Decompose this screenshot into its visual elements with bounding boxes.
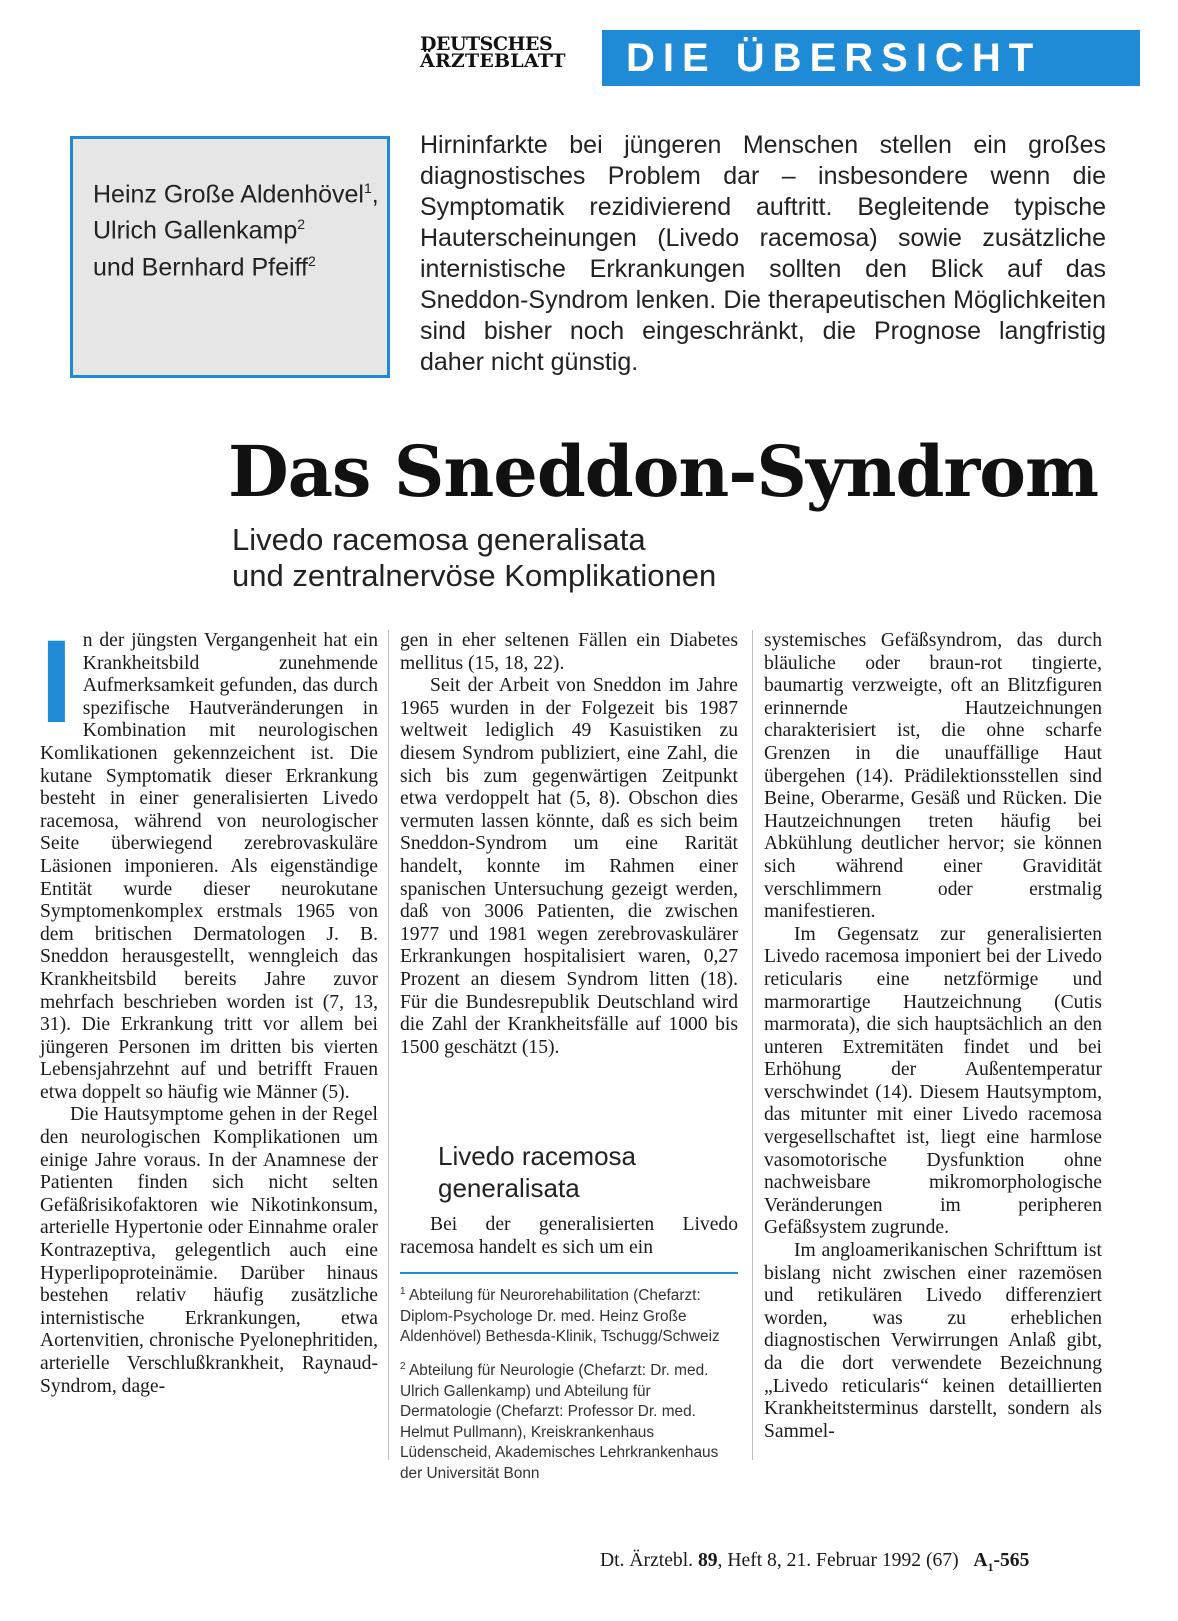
text-column-3 [764, 630, 1102, 1443]
author-1 [93, 173, 379, 209]
section-banner: DIE ÜBERSICHT [602, 30, 1140, 86]
section-heading-line1: Livedo racemosa [438, 1141, 636, 1171]
author-footnote-mark: 1 [363, 180, 372, 196]
footnote [400, 1282, 740, 1347]
page-number [973, 1550, 1030, 1574]
section-heading [438, 1140, 738, 1204]
subtitle-line1: Livedo racemosa generalisata [232, 522, 646, 557]
journal-logo [420, 33, 566, 72]
paragraph: systemisches Gefäßsyndrom, das durch bläuliche oder braun-rot tingierte, baumartig verzweigte, oft an Blitzfiguren erinnernde Hautzeichnungen charakterisiert ist, die ohne scharfe Grenzen in die unauffällige Haut übergehen (14). Prädilektionsstellen sind Beine, Oberarme, Gesäß und Rücken. Die Hautzeichnungen treten häufig bei Abkühlung deutlicher hervor; sie können sich während einer Gravidität verschlimmern oder erstmalig manifestieren. [764, 630, 1102, 923]
paragraph: Seit der Arbeit von Sneddon im Jahre 1965 wurden in der Folgezeit bis 1987 weltweit lediglich 49 Kasuistiken zu diesem Syndrom publiziert, eine Zahl, die sich bis zum gegenwärtigen Zeitpunkt etwa verdoppelt hat (5, 8). Obschon dies vermuten lassen könnte, daß es sich beim Sneddon-Syndrom um eine Rarität handelt, konnte im Rahmen einer spanischen Untersuchung gezeigt werden, daß von 3006 Patienten, die zwischen 1977 und 1981 wegen zerebrovaskulärer Erkrankungen hospitalisiert waren, 0,27 Prozent an diesem Syndrom litten (18). Für die Bundesrepublik Deutschland wird die Zahl der Krankheitsfälle auf 1000 bis 1500 geschätzt (15). [400, 675, 738, 1058]
masthead [420, 30, 1140, 88]
article-subtitle [232, 522, 932, 594]
page-subscript: 1 [987, 1559, 994, 1574]
text-column-1 [40, 616, 378, 1398]
author-box [70, 136, 390, 378]
teaser-abstract: Hirninfarkte bei jüngeren Menschen stellen ein großes diagnostisches Problem dar – insbesondere wenn die Symptomatik rezidivierend auftritt. Begleitende typische Hauterscheinungen (Livedo racemosa) sowie zusätzliche internistische Erkrankungen sollten den Blick auf das Sneddon-Syndrom lenken. Die therapeutischen Möglichkeiten sind bisher noch eingeschränkt, die Prognose langfristig daher nicht günstig. [420, 131, 1106, 376]
footer-volume: 89 [697, 1550, 718, 1571]
footnotes [400, 1282, 740, 1494]
page-footer [600, 1550, 1120, 1575]
footnote [400, 1357, 740, 1484]
footnote-divider [400, 1272, 738, 1274]
paragraph: Im angloamerikanischen Schrifttum ist bislang nicht zwischen einer razemösen und retikulären Livedo differenziert worden, was zu erheblichen diagnostischen Verwirrungen Anlaß gibt, da die dort verwendete Bezeichnung „Livedo reticularis“ keinen detaillierten Krankheitsterminus darstellt, sondern als Sammel- [764, 1240, 1102, 1442]
paragraph: gen in eher seltenen Fällen ein Diabetes mellitus (15, 18, 22). [400, 630, 738, 674]
paragraph [40, 616, 378, 1104]
logo-line1: DEUTSCHES [420, 33, 553, 55]
subtitle-line2: und zentralnervöse Komplikationen [232, 558, 717, 593]
author-footnote-mark: 2 [297, 216, 306, 233]
paragraph-text: n der jüngsten Vergangenheit hat ein Krankheitsbild zunehmende Aufmerksamkeit gefunden, das durch spezifische Hautveränderungen in Kombination mit neurologischen Komlikationen gekennzeichent ist. Die kutane Symptomatik dieser Erkrankung besteht in einer generalisierten Livedo racemosa, während von neurologischer Seite überwiegend zerebrovaskuläre Läsionen imponieren. Als eigenständige Entität wurde dieser neurokutane Symptomenkomplex erstmals 1965 von dem britischen Dermatologen J. B. Sneddon herausgestellt, wenngleich das Krankheitsbild bereits Jahre zuvor mehrfach beschrieben worden ist (7, 13, 31). Die Erkrankung tritt vor allem bei jüngeren Personen im dritten bis vierten Lebensjahrzehnt auf und betrifft Frauen etwa doppelt so häufig wie Männer (5). [40, 630, 378, 1103]
author-separator: , [371, 180, 379, 209]
author-name: Heinz Große Aldenhövel [93, 180, 364, 209]
column-divider [388, 630, 389, 1460]
column-divider [752, 630, 753, 1460]
footnote-mark: 1 [400, 1286, 406, 1297]
author-name: Ulrich Gallenkamp [93, 216, 298, 245]
author-2 [93, 209, 369, 245]
paragraph: Die Hautsymptome gehen in der Regel den neurologischen Komplikationen um einige Jahre voraus. In der Anamnese der Patienten finden sich nicht selten Gefäßrisikofaktoren wie Nikotinkonsum, arterielle Hypertonie oder Einnahme oraler Kontrazeptiva, gelegentlich auch eine Hyperlipoproteinämie. Darüber hinaus bestehen relativ häufig zusätzliche internistische Erkrankungen, etwa Aortenvitien, chronische Pyelonephritiden, arterielle Verschlußkrankheit, Raynaud-Syndrom, dage- [40, 1104, 378, 1397]
footnote-mark: 2 [400, 1361, 406, 1373]
logo-line2: ÄRZTEBLATT [420, 50, 566, 72]
paragraph: Im Gegensatz zur generalisierten Livedo racemosa imponiert bei der Livedo reticularis eine netzförmige und marmorartige Hautzeichnung (Cutis marmorata), die sich hauptsächlich an den unteren Extremitäten findet und bei Erhöhung der Außentemperatur verschwindet (14). Diesem Hautsymptom, das mitunter mit einer Livedo racemosa vergesellschaftet ist, liegt eine harmlose vasomotorische Dysfunktion ohne nachweisbare mikromorphologische Veränderungen im peripheren Gefäßsystem zugrunde. [764, 923, 1102, 1239]
footer-journal: Dt. Ärztebl. [600, 1550, 694, 1571]
footnote-text: Abteilung für Neurorehabilitation (Chefarzt: Diplom-Psychologe Dr. med. Heinz Große Aldenhövel) Bethesda-Klinik, Tschugg/Schweiz [400, 1287, 720, 1345]
author-3 [93, 246, 369, 282]
page-number-value: -565 [993, 1550, 1030, 1571]
text-column-2-continued [400, 1214, 738, 1259]
footnote-text: Abteilung für Neurologie (Chefarzt: Dr. med. Ulrich Gallenkamp) und Abteilung für Dermatologie (Chefarzt: Professor Dr. med. Helmut Pullmann), Kreiskrankenhaus Lüdenscheid, Akademisches Lehrkrankenhaus der Universität Bonn [400, 1362, 719, 1482]
article-title: Das Sneddon-Syndrom [228, 430, 1099, 513]
author-name: und Bernhard Pfeiff [93, 252, 308, 281]
drop-cap: I [40, 616, 73, 748]
text-column-2 [400, 630, 738, 1059]
page-prefix: A [973, 1550, 988, 1571]
footer-issue: , Heft 8, 21. Februar 1992 (67) [717, 1550, 959, 1571]
paragraph: Bei der generalisierten Livedo racemosa handelt es sich um ein [400, 1214, 738, 1258]
author-footnote-mark: 2 [307, 252, 316, 269]
section-heading-line2: generalisata [438, 1173, 580, 1203]
